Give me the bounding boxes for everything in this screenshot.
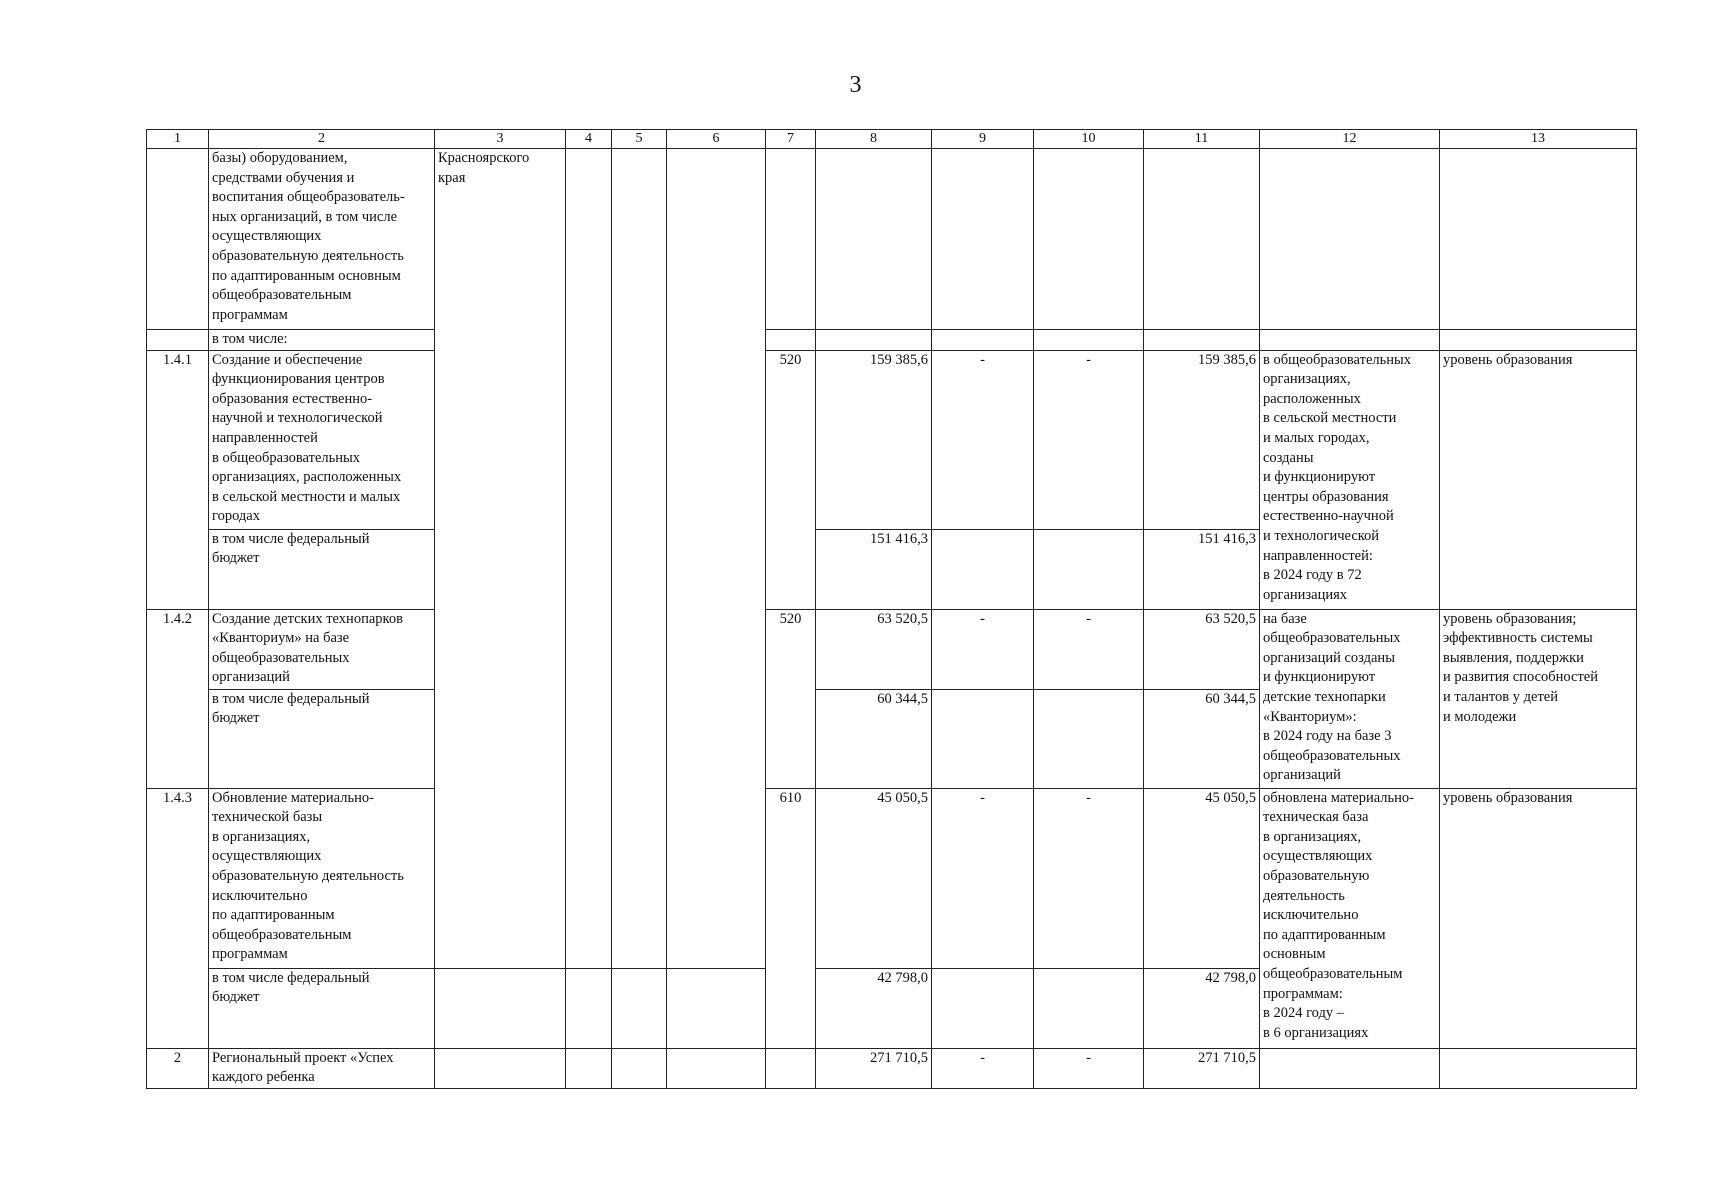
cell: [1034, 689, 1144, 788]
cell: [816, 149, 932, 330]
cell-indicator: уровень образования: [1440, 350, 1637, 609]
cell: [1034, 529, 1144, 609]
cell: [816, 330, 932, 351]
cell: [1260, 149, 1440, 330]
cell: [566, 149, 612, 330]
cell: [612, 1048, 667, 1088]
cell: [566, 788, 612, 968]
col-header: 2: [209, 130, 435, 149]
cell-amount: 45 050,5: [1144, 788, 1260, 968]
cell: [612, 350, 667, 609]
table-row: [147, 1048, 1637, 1088]
cell: [566, 968, 612, 1048]
cell-code: 520: [766, 350, 816, 609]
cell-num: 1.4.2: [147, 609, 209, 788]
cell: [1144, 330, 1260, 351]
cell-amount: -: [932, 1048, 1034, 1088]
cell-indicator: уровень образования; эффективность системы выявления, поддержки и развития способностей и талантов у детей и молодежи: [1440, 609, 1637, 788]
cell-fed-label: в том числе федеральный бюджет: [209, 689, 435, 788]
header-row: [147, 130, 1637, 149]
cell: [1440, 1048, 1637, 1088]
cell: [435, 609, 566, 788]
cell-num: 1.4.1: [147, 350, 209, 609]
cell-amount: -: [1034, 788, 1144, 968]
cell: [1260, 1048, 1440, 1088]
cell-amount: 63 520,5: [816, 609, 932, 689]
table-row: [147, 788, 1637, 968]
program-table: [146, 129, 1637, 1089]
col-header: 13: [1440, 130, 1637, 149]
cell: [667, 788, 766, 968]
cell: [612, 609, 667, 788]
cell: [435, 350, 566, 609]
col-header: 5: [612, 130, 667, 149]
cell: [435, 330, 566, 351]
cell: [566, 330, 612, 351]
cell-amount: -: [932, 350, 1034, 529]
cell-amount: -: [1034, 609, 1144, 689]
cell: [932, 689, 1034, 788]
cell-amount: -: [1034, 1048, 1144, 1088]
cell-incl-label: в том числе:: [209, 330, 435, 351]
cell-amount: 63 520,5: [1144, 609, 1260, 689]
cell-amount: 60 344,5: [816, 689, 932, 788]
cell: [1260, 330, 1440, 351]
cell: [932, 149, 1034, 330]
cell-amount: 45 050,5: [816, 788, 932, 968]
cell: [435, 788, 566, 968]
cell: [566, 350, 612, 609]
cell: [667, 609, 766, 788]
cell: [667, 1048, 766, 1088]
cell-code: 610: [766, 788, 816, 1048]
col-header: 4: [566, 130, 612, 149]
cell-amount: 271 710,5: [1144, 1048, 1260, 1088]
col-header: 7: [766, 130, 816, 149]
cell-amount: 42 798,0: [1144, 968, 1260, 1048]
cell-name: базы) оборудованием, средствами обучения и воспитания общеобразователь- ных организаций, в том числе осуществляющих образовательную деятельность по адаптированным основным общеобразовательным программам: [209, 149, 435, 330]
cell: [667, 350, 766, 609]
cell-fed-label: в том числе федеральный бюджет: [209, 529, 435, 609]
cell-amount: -: [932, 788, 1034, 968]
cell: [667, 149, 766, 330]
cell-name: Обновление материально- технической базы в организациях, осуществляющих образовательную деятельность исключительно по адаптированным общеобразовательным программам: [209, 788, 435, 968]
cell: [147, 330, 209, 351]
cell-code: 520: [766, 609, 816, 788]
cell-amount: -: [1034, 350, 1144, 529]
cell: [766, 149, 816, 330]
cell-fed-label: в том числе федеральный бюджет: [209, 968, 435, 1048]
col-header: 11: [1144, 130, 1260, 149]
cell-amount: 159 385,6: [1144, 350, 1260, 529]
table-row: [147, 350, 1637, 529]
cell: [612, 330, 667, 351]
cell: [435, 968, 566, 1048]
col-header: 12: [1260, 130, 1440, 149]
cell-amount: 42 798,0: [816, 968, 932, 1048]
cell: [1144, 149, 1260, 330]
cell-name: Региональный проект «Успех каждого ребенка: [209, 1048, 435, 1088]
cell-amount: 60 344,5: [1144, 689, 1260, 788]
table-row: [147, 330, 1637, 351]
col-header: 10: [1034, 130, 1144, 149]
cell-result: в общеобразовательных организациях, расположенных в сельской местности и малых городах, созданы и функционируют центры образования естественно-научной и технологической направленностей: в 2024 году в 72 организациях: [1260, 350, 1440, 609]
cell-num: 2: [147, 1048, 209, 1088]
cell-amount: -: [932, 609, 1034, 689]
cell: [932, 529, 1034, 609]
cell: [612, 149, 667, 330]
table-row: [147, 149, 1637, 330]
cell-name: Создание детских технопарков «Кванториум» на базе общеобразовательных организаций: [209, 609, 435, 689]
cell: [1440, 149, 1637, 330]
cell: [1440, 330, 1637, 351]
cell-executor: Красноярского края: [435, 149, 566, 330]
cell: [667, 330, 766, 351]
cell: [766, 1048, 816, 1088]
cell-name: Создание и обеспечение функционирования центров образования естественно- научной и технологической направленностей в общеобразовательных организациях, расположенных в сельской местности и малых городах: [209, 350, 435, 529]
cell: [612, 968, 667, 1048]
cell-result: на базе общеобразовательных организаций созданы и функционируют детские технопарки «Кванториум»: в 2024 году на базе 3 общеобразовательных организаций: [1260, 609, 1440, 788]
cell: [147, 149, 209, 330]
col-header: 1: [147, 130, 209, 149]
cell: [566, 1048, 612, 1088]
cell-amount: 151 416,3: [816, 529, 932, 609]
cell: [435, 1048, 566, 1088]
cell: [1034, 149, 1144, 330]
cell: [932, 968, 1034, 1048]
cell: [1034, 968, 1144, 1048]
cell: [1034, 330, 1144, 351]
cell-amount: 151 416,3: [1144, 529, 1260, 609]
col-header: 3: [435, 130, 566, 149]
cell: [766, 330, 816, 351]
cell-amount: 271 710,5: [816, 1048, 932, 1088]
cell: [667, 968, 766, 1048]
cell-result: обновлена материально- техническая база в организациях, осуществляющих образовательную деятельность исключительно по адаптированным основным общеобразовательным программам: в 2024 году – в 6 организациях: [1260, 788, 1440, 1048]
cell: [612, 788, 667, 968]
col-header: 8: [816, 130, 932, 149]
col-header: 9: [932, 130, 1034, 149]
cell-amount: 159 385,6: [816, 350, 932, 529]
page-number: 3: [849, 72, 862, 98]
cell-indicator: уровень образования: [1440, 788, 1637, 1048]
table-row: [147, 609, 1637, 689]
cell-num: 1.4.3: [147, 788, 209, 1048]
cell: [566, 609, 612, 788]
col-header: 6: [667, 130, 766, 149]
cell: [932, 330, 1034, 351]
